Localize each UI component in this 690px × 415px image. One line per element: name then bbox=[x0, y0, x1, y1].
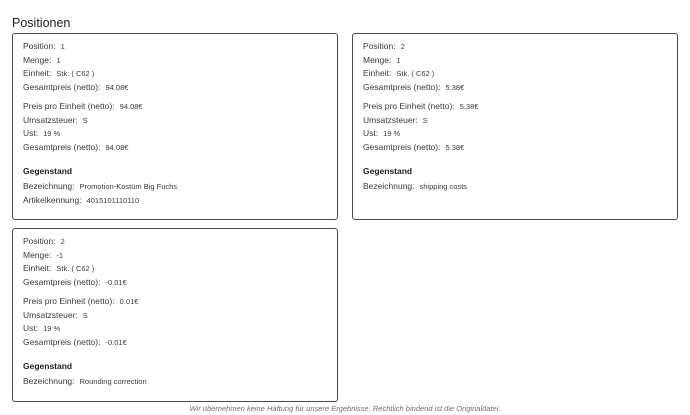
position-value: 2 bbox=[60, 237, 65, 246]
gesamtpreis-netto-value-2: -0.01€ bbox=[105, 337, 127, 347]
ust-row bbox=[23, 324, 327, 333]
preis-pro-einheit-label: Preis pro Einheit (netto): bbox=[23, 101, 115, 111]
gesamtpreis-netto-row bbox=[23, 278, 327, 287]
gesamtpreis-netto-row-2 bbox=[23, 143, 327, 152]
ust-value: 19 % bbox=[43, 129, 61, 138]
einheit-row bbox=[23, 69, 327, 78]
einheit-label: Einheit: bbox=[23, 68, 52, 78]
menge-value: 1 bbox=[396, 55, 401, 65]
page-title: Positionen bbox=[12, 16, 71, 31]
gesamtpreis-netto-row bbox=[23, 83, 327, 92]
position-row bbox=[363, 42, 667, 51]
spacer bbox=[23, 351, 327, 361]
bezeichnung-value: Rounding correction bbox=[79, 377, 147, 386]
umsatzsteuer-value: S bbox=[82, 115, 88, 125]
umsatzsteuer-row bbox=[363, 116, 667, 125]
menge-label: Menge: bbox=[363, 54, 392, 65]
menge-label: Menge: bbox=[23, 249, 52, 260]
bezeichnung-row bbox=[363, 182, 667, 191]
umsatzsteuer-label: Umsatzsteuer: bbox=[23, 114, 78, 125]
bezeichnung-row bbox=[23, 182, 327, 191]
gesamtpreis-netto-label-2: Gesamtpreis (netto): bbox=[23, 336, 101, 347]
gesamtpreis-netto-label: Gesamtpreis (netto): bbox=[23, 276, 101, 287]
bezeichnung-value: shipping costs bbox=[419, 182, 468, 191]
gesamtpreis-netto-value: -0.01€ bbox=[105, 277, 127, 287]
ust-label: Ust: bbox=[23, 323, 39, 333]
gesamtpreis-netto-label: Gesamtpreis (netto): bbox=[23, 81, 101, 92]
artikelkennung-value: 4015101110110 bbox=[86, 195, 140, 205]
artikelkennung-row bbox=[23, 196, 327, 205]
position-card bbox=[12, 228, 338, 402]
einheit-value: Stk. ( C62 ) bbox=[56, 264, 95, 273]
position-label: Position: bbox=[23, 41, 56, 51]
gesamtpreis-netto-value-2: 94.08€ bbox=[105, 142, 129, 152]
preis-pro-einheit-row bbox=[363, 102, 667, 111]
ust-value: 19 % bbox=[383, 129, 401, 138]
umsatzsteuer-label: Umsatzsteuer: bbox=[363, 114, 418, 125]
position-row bbox=[23, 42, 327, 51]
gesamtpreis-netto-value-2: 5.38€ bbox=[445, 142, 465, 152]
position-value: 1 bbox=[60, 42, 65, 51]
einheit-value: Stk. ( C62 ) bbox=[56, 69, 95, 78]
menge-row bbox=[23, 251, 327, 260]
preis-pro-einheit-row bbox=[23, 297, 327, 306]
preis-pro-einheit-row bbox=[23, 102, 327, 111]
position-label: Position: bbox=[23, 236, 56, 246]
position-label: Position: bbox=[363, 41, 396, 51]
menge-value: -1 bbox=[56, 250, 64, 260]
ust-row bbox=[363, 129, 667, 138]
positions-list bbox=[12, 33, 678, 402]
preis-pro-einheit-value: 94.08€ bbox=[119, 102, 143, 111]
bezeichnung-value: Promotion-Kostüm Big Fuchs bbox=[79, 182, 178, 191]
menge-row bbox=[363, 56, 667, 65]
gesamtpreis-netto-row-2 bbox=[23, 338, 327, 347]
preis-pro-einheit-value: 5.38€ bbox=[459, 102, 479, 111]
gesamtpreis-netto-label-2: Gesamtpreis (netto): bbox=[23, 141, 101, 152]
ust-label: Ust: bbox=[363, 128, 379, 138]
position-value: 2 bbox=[400, 42, 405, 51]
ust-value: 19 % bbox=[43, 324, 61, 333]
spacer bbox=[363, 156, 667, 166]
spacer bbox=[23, 156, 327, 166]
umsatzsteuer-label: Umsatzsteuer: bbox=[23, 309, 78, 320]
gesamtpreis-netto-value: 5.38€ bbox=[445, 82, 465, 92]
einheit-label: Einheit: bbox=[363, 68, 392, 78]
ust-label: Ust: bbox=[23, 128, 39, 138]
position-row bbox=[23, 237, 327, 246]
gesamtpreis-netto-row bbox=[363, 83, 667, 92]
gesamtpreis-netto-value: 94.08€ bbox=[105, 82, 129, 92]
umsatzsteuer-row bbox=[23, 116, 327, 125]
bezeichnung-label: Bezeichnung: bbox=[23, 181, 75, 191]
umsatzsteuer-value: S bbox=[82, 310, 88, 320]
bezeichnung-label: Bezeichnung: bbox=[363, 181, 415, 191]
menge-value: 1 bbox=[56, 55, 61, 65]
umsatzsteuer-row bbox=[23, 311, 327, 320]
preis-pro-einheit-label: Preis pro Einheit (netto): bbox=[363, 101, 455, 111]
artikelkennung-label: Artikelkennung: bbox=[23, 194, 82, 205]
einheit-label: Einheit: bbox=[23, 263, 52, 273]
einheit-row bbox=[363, 69, 667, 78]
preis-pro-einheit-label: Preis pro Einheit (netto): bbox=[23, 296, 115, 306]
gegenstand-heading: Gegenstand bbox=[23, 361, 73, 371]
position-card bbox=[352, 33, 678, 220]
preis-pro-einheit-value: 0.01€ bbox=[119, 297, 139, 306]
umsatzsteuer-value: S bbox=[422, 115, 428, 125]
menge-label: Menge: bbox=[23, 54, 52, 65]
einheit-value: Stk. ( C62 ) bbox=[396, 69, 435, 78]
bezeichnung-row bbox=[23, 377, 327, 386]
einheit-row bbox=[23, 264, 327, 273]
disclaimer-note: Wir übernehmen keine Haftung für unsere Ergebnisse. Rechtlich bindend ist die Originaldatei. bbox=[189, 404, 501, 413]
gegenstand-heading: Gegenstand bbox=[363, 166, 413, 176]
ust-row bbox=[23, 129, 327, 138]
menge-row bbox=[23, 56, 327, 65]
gesamtpreis-netto-label-2: Gesamtpreis (netto): bbox=[363, 141, 441, 152]
gesamtpreis-netto-row-2 bbox=[363, 143, 667, 152]
position-card bbox=[12, 33, 338, 220]
gegenstand-heading: Gegenstand bbox=[23, 166, 73, 176]
gesamtpreis-netto-label: Gesamtpreis (netto): bbox=[363, 81, 441, 92]
bezeichnung-label: Bezeichnung: bbox=[23, 376, 75, 386]
